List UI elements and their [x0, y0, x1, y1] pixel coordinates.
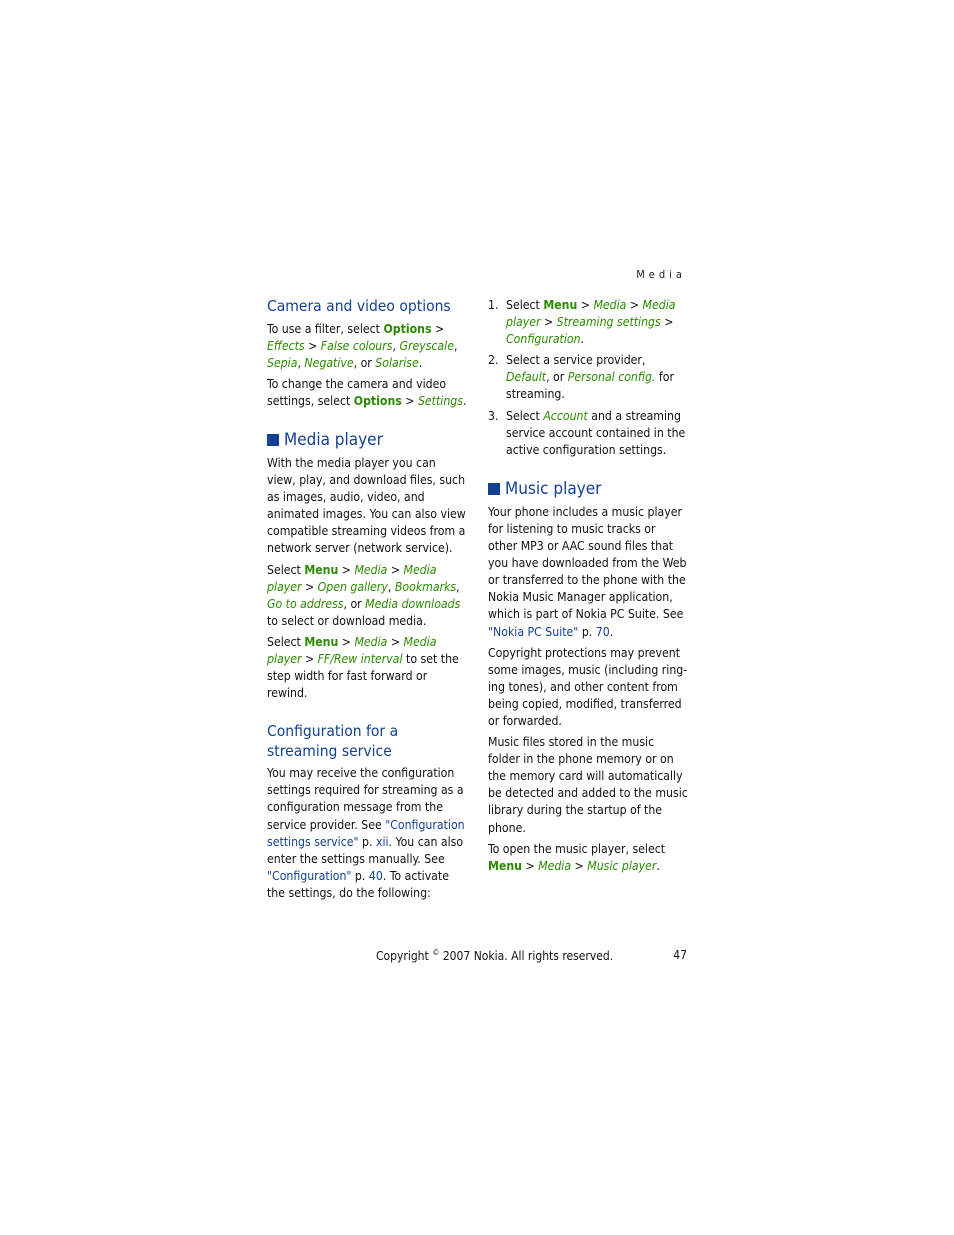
media-term: Media — [354, 562, 388, 577]
effects-term: Effects — [267, 338, 305, 353]
music-files-paragraph: Music files stored in the music folder in the phone memory or on the memory card will automatically be detected and added to the music library during the startup of the phone. — [488, 735, 688, 835]
left-column — [267, 297, 467, 906]
footer-copyright: Copyright © 2007 Nokia. All rights reserved. — [376, 948, 614, 963]
personal-config-term: Personal config. — [567, 370, 656, 385]
solarise-term: Solarise — [375, 355, 419, 370]
ffrew-interval-term: FF/Rew interval — [317, 652, 403, 666]
media-downloads-term: Media downloads — [365, 596, 461, 611]
music-player-intro: Your phone includes a music player for listening to music tracks or other MP3 or AAC sound files that you have downloaded from the Web or transferred to the phone with the Nokia Music Manager application, which is part of Nokia PC Suite. See "Nokia PC Suite" p. 70. — [488, 504, 687, 639]
copyright-protection-paragraph: Copyright protections may prevent some images, music (including ring-ing tones), and other content from being copied, modified, transferred or forwarded. — [488, 645, 688, 728]
negative-term: Negative — [304, 355, 354, 370]
account-term: Account — [543, 408, 588, 423]
copyright-symbol: © — [432, 948, 440, 957]
settings-term: Settings — [417, 393, 463, 408]
page-70-link[interactable]: 70 — [595, 624, 610, 639]
media-player-ffrew-paragraph: Select Menu > Media > Media player > FF/Rew interval to set the step width for fast forward or rewind. — [267, 634, 459, 701]
media-player-heading: Media player — [267, 430, 467, 451]
streaming-config-paragraph: You may receive the configuration settings required for streaming as a configuration message from the service provider. See "Configuration settings service" p. xii. You can also enter the settings manually. See "Configuration" p. 40. To activate the settings, do the following: — [267, 766, 465, 900]
camera-video-options-heading: Camera and video options — [267, 297, 451, 315]
section-square-icon — [267, 434, 279, 446]
open-music-player-paragraph: To open the music player, select Menu > Media > Music player. — [488, 841, 666, 873]
media-term: Media — [593, 298, 627, 312]
sepia-term: Sepia — [267, 355, 298, 370]
streaming-step-1: 1. Select Menu > Media > Media player > Streaming settings > Configuration. — [488, 298, 676, 347]
options-term: Options — [383, 321, 432, 336]
camera-filter-paragraph: To use a filter, select Options > Effects > False colours, Greyscale, Sepia, Negative, or Solarise. — [267, 321, 458, 370]
media-player-gallery-paragraph: Select Menu > Media > Media player > Open gallery, Bookmarks, Go to address, or Media downloads to select or download media. — [267, 562, 461, 628]
greyscale-term: Greyscale — [399, 338, 454, 353]
config-settings-service-link[interactable]: "Configuration settings service" — [267, 817, 465, 849]
section-square-icon — [488, 483, 500, 495]
media-term: Media — [354, 634, 388, 649]
page-xii-link[interactable]: xii — [375, 834, 389, 849]
page-number: 47 — [673, 948, 687, 962]
menu-term: Menu — [488, 858, 522, 873]
camera-settings-paragraph: To change the camera and video settings, select Options > Settings. — [267, 376, 467, 408]
media-player-intro: With the media player you can view, play, and download files, such as images, audio, video, and animated images. You can also view compatible streaming videos from a network server (network service). — [267, 455, 466, 556]
configuration-term: Configuration — [506, 332, 581, 347]
menu-term: Menu — [304, 634, 339, 649]
menu-term: Menu — [304, 562, 339, 577]
music-player-heading: Music player — [488, 479, 688, 500]
page-40-link[interactable]: 40 — [368, 868, 383, 883]
configuration-link[interactable]: "Configuration" — [267, 868, 352, 883]
streaming-config-heading: Configuration for a streaming service — [267, 722, 399, 760]
streaming-step-3: 3. Select Account and a streaming service account contained in the active configuration settings. — [488, 408, 686, 457]
media-player-term: Media player — [267, 562, 437, 594]
options-term: Options — [353, 393, 402, 408]
streaming-step-2: 2. Select a service provider, Default, or Personal config. for streaming. — [488, 353, 674, 402]
nokia-pc-suite-link[interactable]: "Nokia PC Suite" — [488, 624, 579, 639]
bookmarks-term: Bookmarks — [394, 579, 457, 594]
music-player-term: Music player — [587, 858, 657, 873]
media-term: Media — [538, 858, 572, 873]
streaming-settings-term: Streaming settings — [556, 315, 661, 330]
running-head: Media — [636, 268, 686, 281]
default-term: Default — [506, 370, 547, 385]
right-column — [488, 297, 688, 879]
open-gallery-term: Open gallery — [317, 579, 388, 594]
menu-term: Menu — [543, 298, 578, 312]
go-to-address-term: Go to address — [267, 596, 344, 611]
false-colours-term: False colours — [320, 338, 393, 353]
media-player-term: Media player — [506, 298, 676, 330]
media-player-term: Media player — [267, 634, 437, 666]
